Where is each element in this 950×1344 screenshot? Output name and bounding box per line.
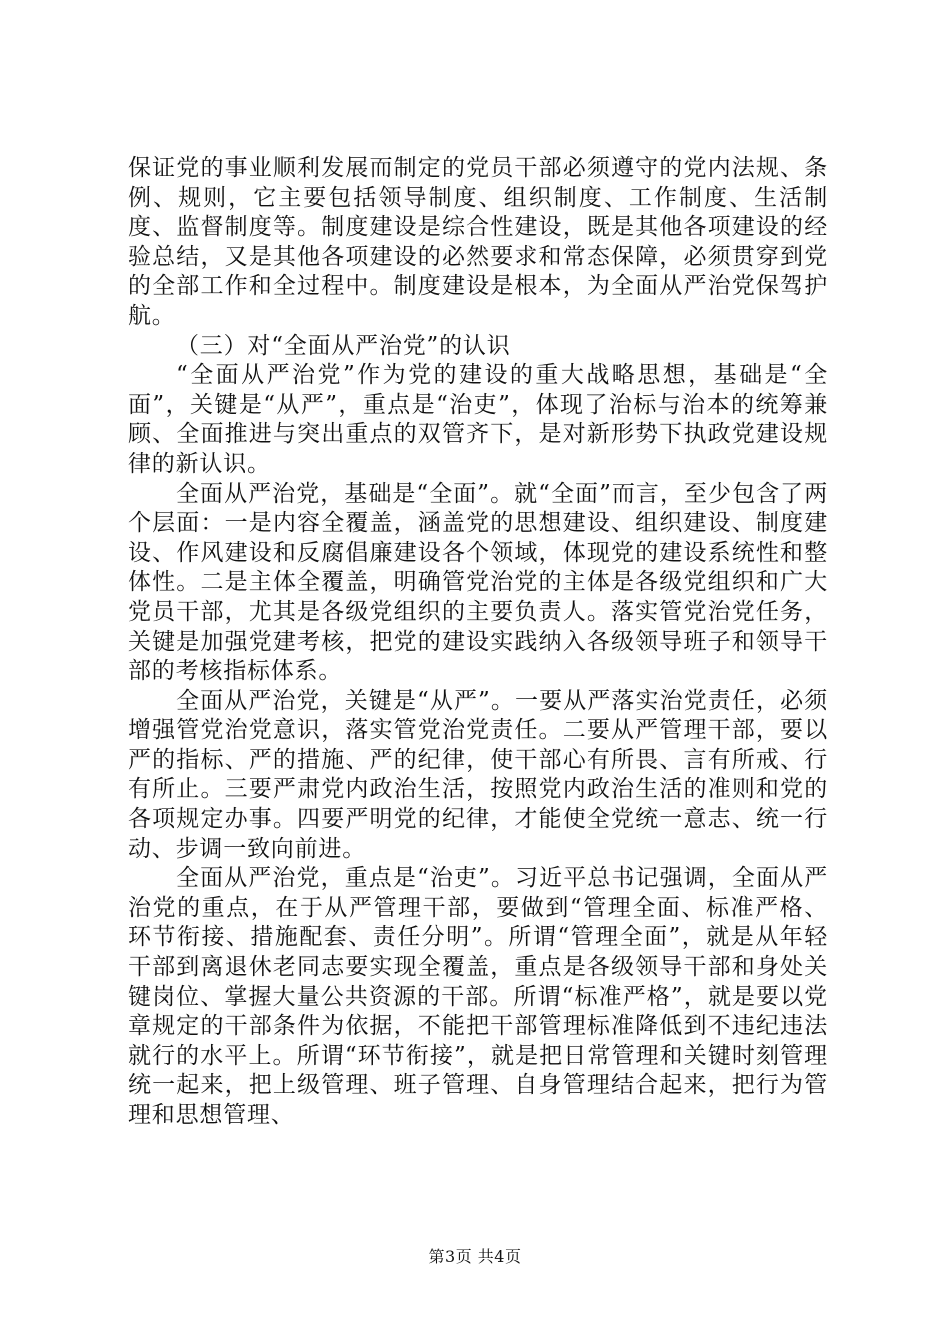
paragraph-institution-building: 保证党的事业顺利发展而制定的党员干部必须遵守的党内法规、条例、规则，它主要包括领导制度、组织制度、工作制度、生活制度、监督制度等。制度建设是综合性建设，既是其他各项建设的经验总结，又是其他各项建设的必然要求和常态保障，必须贯穿到党的全部工作和全过程中。制度建设是根本，为全面从严治党保驾护航。 <box>128 155 828 329</box>
paragraph-basis-comprehensive: 全面从严治党，基础是“全面”。就“全面”而言，至少包含了两个层面：一是内容全覆盖，涵盖党的思想建设、组织建设、制度建设、作风建设和反腐倡廉建设各个领域，体现党的建设系统性和整体性。二是主体全覆盖，明确管党治党的主体是各级党组织和广大党员干部，尤其是各级党组织的主要负责人。落实管党治党任务，关键是加强党建考核，把党的建设实践纳入各级领导班子和领导干部的考核指标体系。 <box>128 480 828 685</box>
paragraph-key-strict: 全面从严治党，关键是“从严”。一要从严落实治党责任，必须增强管党治党意识，落实管党治党责任。二要从严管理干部，要以严的指标、严的措施、严的纪律，使干部心有所畏、言有所戒、行有所止。三要严肃党内政治生活，按照党内政治生活的准则和党的各项规定办事。四要严明党的纪律，才能使全党统一意志、统一行动、步调一致向前进。 <box>128 687 828 862</box>
section-heading-three: （三）对“全面从严治党”的认识 <box>176 332 511 359</box>
document-body <box>128 154 828 1131</box>
paragraph-strategic-thought: “全面从严治党”作为党的建设的重大战略思想，基础是“全面”，关键是“从严”，重点是“治吏”，体现了治标与治本的统筹兼顾、全面推进与突出重点的双管齐下，是对新形势下执政党建设规律的新认识。 <box>128 362 828 477</box>
paragraph-focus-officials: 全面从严治党，重点是“治吏”。习近平总书记强调，全面从严治党的重点，在于从严管理干部，要做到“管理全面、标准严格、环节衔接、措施配套、责任分明”。所谓“管理全面”，就是从年轻干部到离退休老同志要实现全覆盖，重点是各级领导干部和身处关键岗位、掌握大量公共资源的干部。所谓“标准严格”，就是要以党章规定的干部条件为依据，不能把干部管理标准降低到不违纪违法就行的水平上。所谓“环节衔接”，就是把日常管理和关键时刻管理统一起来，把上级管理、班子管理、自身管理结合起来，把行为管理和思想管理、 <box>128 865 828 1128</box>
page-number-footer: 第3页 共4页 <box>428 1247 522 1266</box>
